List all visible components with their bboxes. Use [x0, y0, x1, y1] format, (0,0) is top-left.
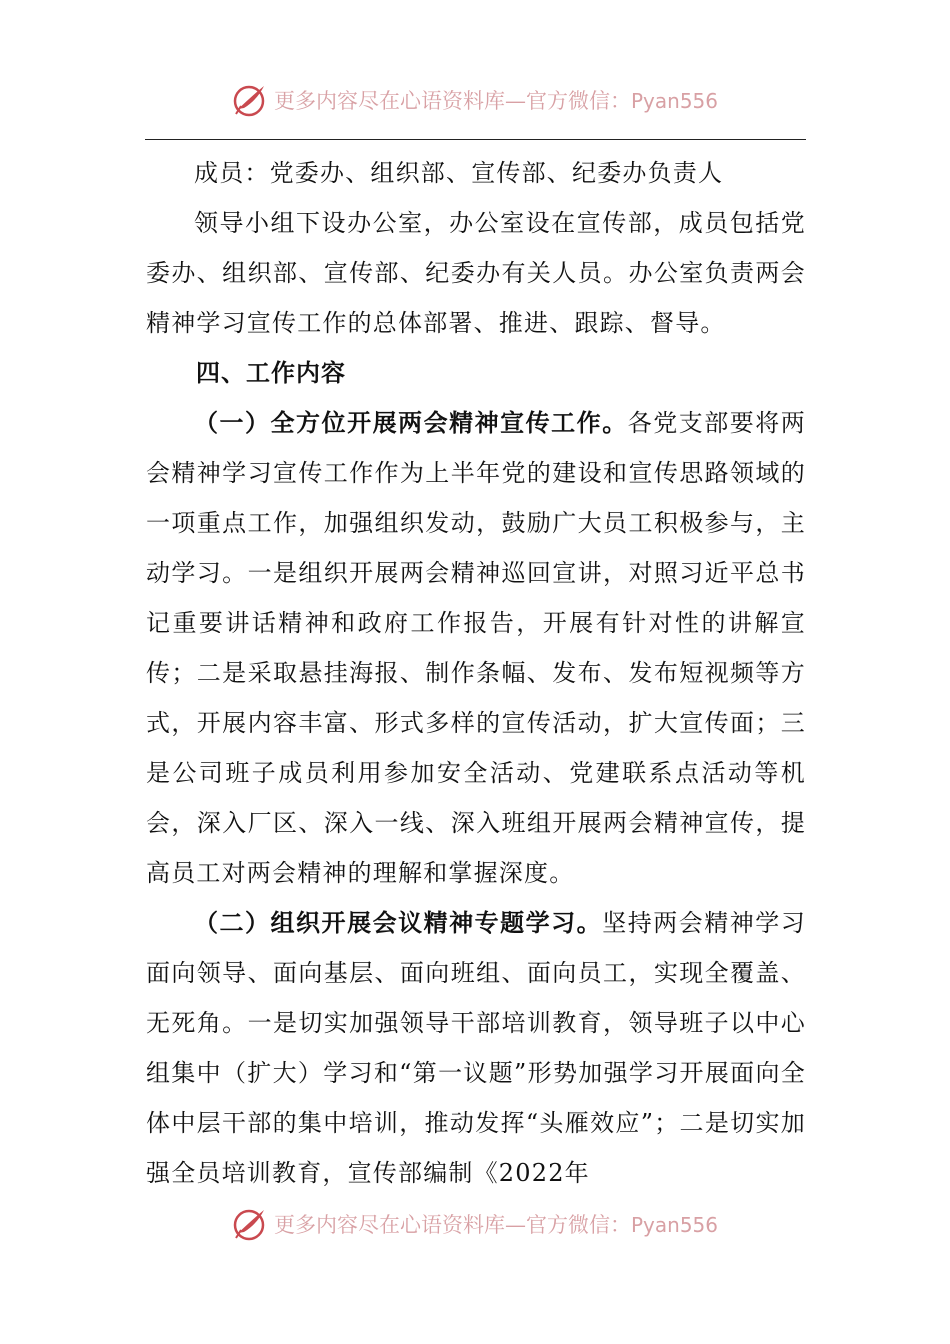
office-paragraph: 领导小组下设办公室，办公室设在宣传部，成员包括党委办、组织部、宣传部、纪委办有关人员。办公室负责两会精神学习宣传工作的总体部署、推进、跟踪、督导。 — [146, 209, 806, 337]
wechat-id: Pyan556 — [630, 89, 718, 113]
item-1-paragraph — [146, 398, 806, 898]
watermark-text: 更多内容尽在心语资料库—官方微信：Pyan556 — [273, 1213, 718, 1237]
item-1-body: 各党支部要将两会精神学习宣传工作作为上半年党的建设和宣传思路领域的一项重点工作，加强组织发动，鼓励广大员工积极参与，主动学习。一是组织开展两会精神巡回宣讲，对照习近平总书记重要讲话精神和政府工作报告，开展有针对性的讲解宣传；二是采取悬挂海报、制作条幅、发布、发布短视频等方式，开展内容丰富、形式多样的宣传活动，扩大宣传面；三是公司班子成员利用参加安全活动、党建联系点活动等机会，深入厂区、深入一线、深入班组开展两会精神宣传，提高员工对两会精神的理解和掌握深度。 — [146, 409, 806, 887]
quill-pen-logo-icon — [232, 82, 268, 118]
members-line: 成员：党委办、组织部、宣传部、纪委办负责人 — [194, 159, 724, 187]
item-2-body: 坚持两会精神学习面向领导、面向基层、面向班组、面向员工，实现全覆盖、无死角。一是切实加强领导干部培训教育，领导班子以中心组集中（扩大）学习和“第一议题”形势加强学习开展面向全体中层干部的集中培训，推动发挥“头雁效应”；二是切实加强全员培训教育，宣传部编制《2022年 — [146, 909, 806, 1187]
header-watermark — [0, 82, 950, 118]
item-1-lead: （一）全方位开展两会精神宣传工作。 — [194, 408, 628, 437]
document-body — [146, 148, 806, 1198]
wechat-id: Pyan556 — [630, 1213, 718, 1237]
watermark-text: 更多内容尽在心语资料库—官方微信：Pyan556 — [273, 89, 718, 113]
footer-watermark — [0, 1206, 950, 1242]
item-2-paragraph — [146, 898, 806, 1198]
header-divider — [145, 139, 806, 140]
section-heading: 四、工作内容 — [196, 359, 346, 387]
quill-pen-logo-icon — [232, 1206, 268, 1242]
item-2-lead: （二）组织开展会议精神专题学习。 — [194, 908, 603, 937]
